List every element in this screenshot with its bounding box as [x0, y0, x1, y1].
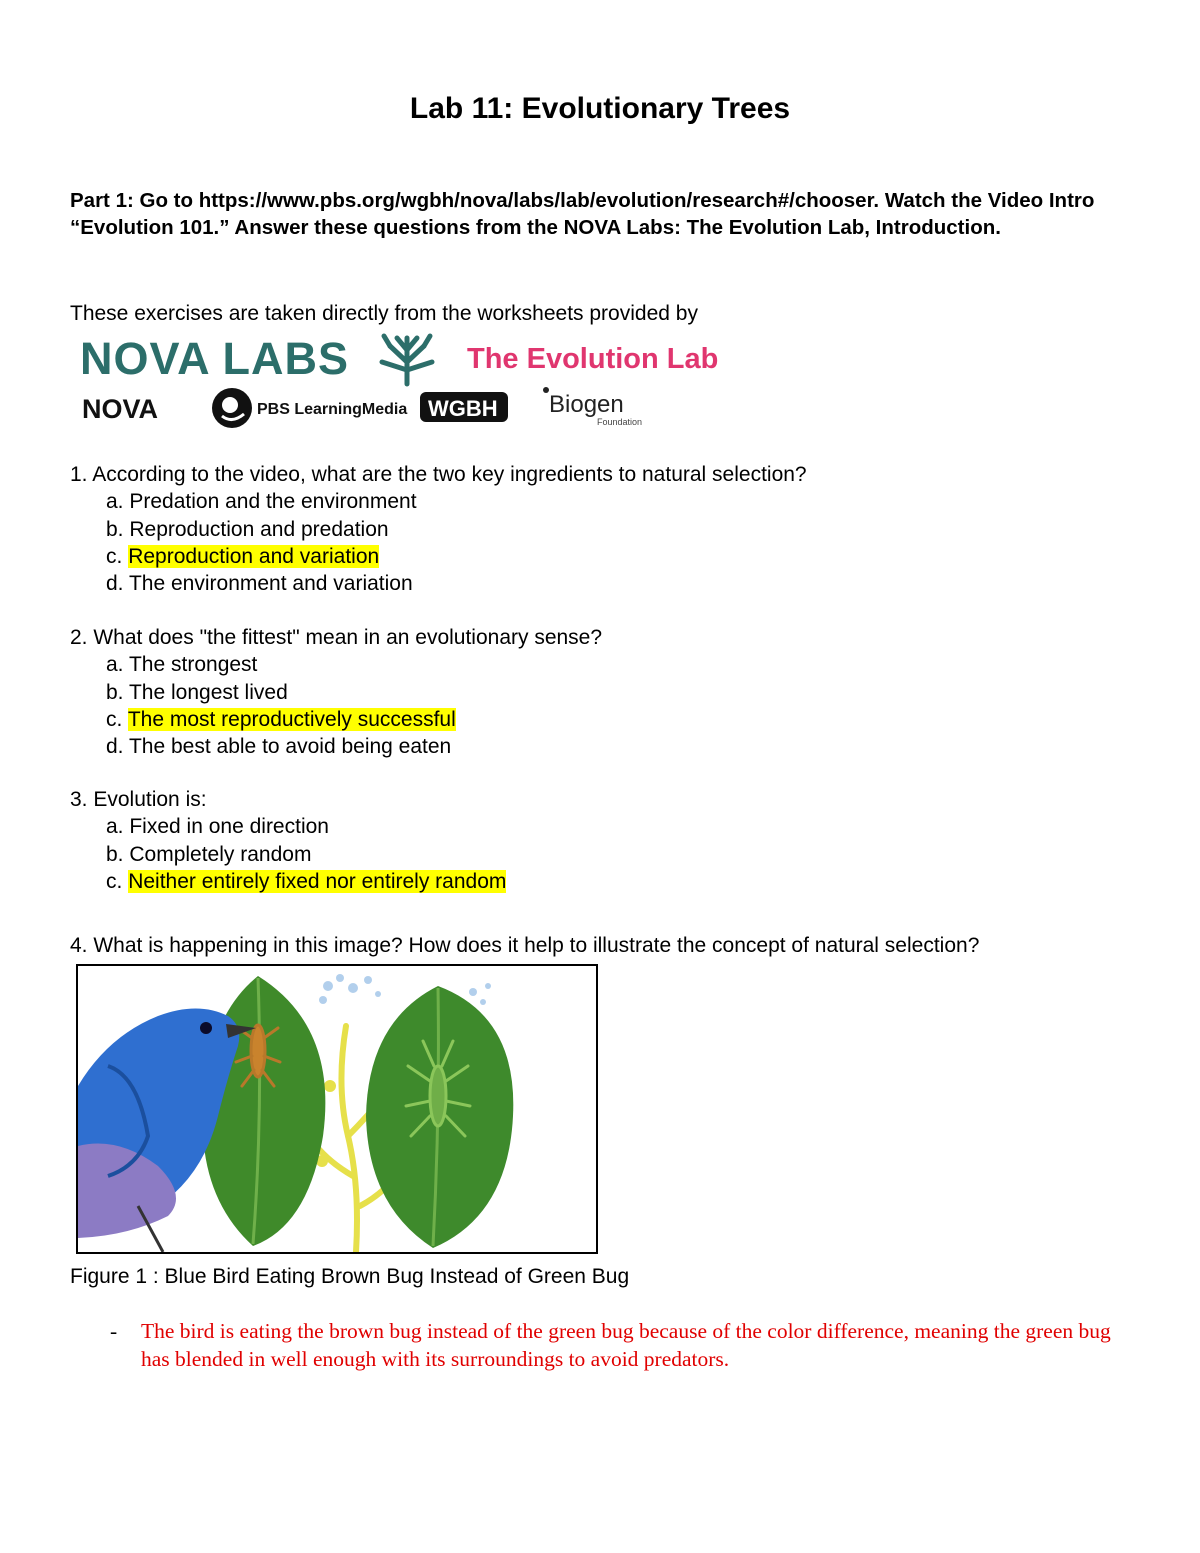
option-2a: a. The strongest	[106, 653, 258, 677]
highlighted-answer: The most reproductively successful	[127, 707, 456, 731]
evolution-lab-logo: The Evolution Lab	[467, 343, 719, 375]
option-1a: a. Predation and the environment	[106, 490, 417, 514]
question-3	[70, 786, 506, 895]
biogen-foundation-logo: Foundation	[597, 417, 643, 427]
handwritten-answer	[110, 1318, 1120, 1373]
answer-text: The bird is eating the brown bug instead of the green bug because of the color difference, meaning the green bug has blended in well enough with its surroundings to avoid predators.	[141, 1319, 1111, 1371]
biogen-mark-icon	[543, 387, 549, 393]
option-1c: c. Reproduction and variation	[106, 544, 380, 568]
option-2c: c. The most reproductively successful	[106, 707, 456, 731]
highlighted-answer: Neither entirely fixed nor entirely random	[128, 869, 507, 893]
question-2	[70, 624, 602, 760]
biogen-logo: Biogen	[549, 391, 624, 418]
intro-text: These exercises are taken directly from the worksheets provided by	[70, 302, 698, 325]
question-4-prompt: 4. What is happening in this image? How does it help to illustrate the concept of natural selection?	[70, 934, 980, 957]
option-1d: d. The environment and variation	[106, 572, 413, 596]
highlighted-answer: Reproduction and variation	[128, 544, 380, 568]
pbs-learningmedia-logo: PBS LearningMedia	[257, 401, 408, 418]
option-3a: a. Fixed in one direction	[106, 815, 329, 839]
figure-caption: Figure 1 : Blue Bird Eating Brown Bug Instead of Green Bug	[70, 1265, 630, 1288]
question-1	[70, 461, 807, 597]
pbs-head-icon	[212, 388, 252, 428]
question-prompt: 2. What does "the fittest" mean in an evolutionary sense?	[70, 626, 603, 649]
question-prompt: 1. According to the video, what are the two key ingredients to natural selection?	[70, 463, 807, 486]
option-3b: b. Completely random	[106, 842, 312, 866]
page-title: Lab 11: Evolutionary Trees	[409, 92, 791, 125]
option-2b: b. The longest lived	[106, 680, 288, 704]
option-1b: b. Reproduction and predation	[106, 517, 389, 541]
novalabs-logo: NOVA LABS	[80, 333, 350, 384]
figure-bird-and-bugs	[76, 964, 598, 1254]
option-2d: d. The best able to avoid being eaten	[106, 735, 452, 759]
option-3c: c. Neither entirely fixed nor entirely random	[106, 869, 507, 893]
part1-instructions: Part 1: Go to https://www.pbs.org/wgbh/nova/labs/lab/evolution/research#/chooser. Watch the Video Intro “Evolution 101.” Answer these questions from the NOVA Labs: The Evolution Lab, Introduction.	[70, 189, 1095, 239]
question-prompt: 3. Evolution is:	[70, 788, 207, 811]
nova-logo: NOVA	[82, 394, 159, 424]
wgbh-logo: WGBH	[428, 396, 498, 421]
bird-eating-bug-illustration	[78, 966, 596, 1252]
answer-bullet: -	[110, 1319, 118, 1343]
sponsor-logos	[72, 328, 817, 434]
